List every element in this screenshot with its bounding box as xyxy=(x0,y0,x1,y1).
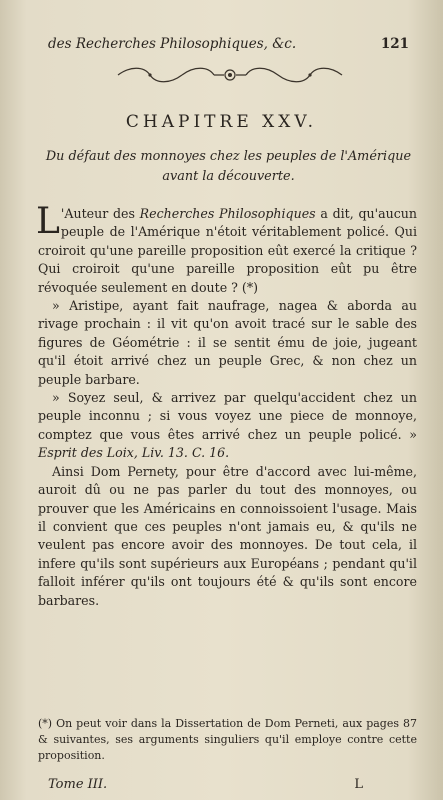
paragraph-4: Ainsi Dom Pernety, pour être d'accord avec lui-même, auroit dû ou ne pas parler du tout des monnoyes, ou prouver que les Américains en connoissoient l'usage. Mais il convient que ces peuples n'ont jamais eu, & qu'ils ne veulent pas encore avoir des monnoyes. De tout cela, il infere qu'ils sont supérieurs aux Européans ; pendant qu'il falloit inférer qu'ils ont toujours été & qu'ils sont encore barbares. xyxy=(38,463,417,608)
chapter-subtitle: Du défaut des monnoyes chez les peuples de l'Amérique avant la découverte. xyxy=(45,149,412,184)
decorative-ornament xyxy=(110,64,350,86)
body-text xyxy=(36,201,418,610)
drop-cap: L xyxy=(36,201,60,242)
running-head-title: des Recherches Philosophiques, &c. xyxy=(48,36,297,52)
footnote: (*) On peut voir dans la Dissertation de Dom Perneti, aux pages 87 & suivantes, ses arguments singuliers qu'il employe contre cette proposition. xyxy=(38,717,417,762)
volume-label: Tome III. xyxy=(48,777,108,792)
paragraph-1: L 'Auteur des Recherches Philosophiques a dit, qu'aucun peuple de l'Amérique n'étoit véritablement policé. Qui croiroit qu'une pareille proposition eût exercé la critique ? Qui croiroit qu'une pareille proposition eût pu être révoquée seulement en doute ? (*) xyxy=(36,201,418,295)
chapter-heading: CHAPITRE XXV. xyxy=(125,112,318,132)
paragraph-2-quote: » Aristipe, ayant fait naufrage, nagea & aborda au rivage prochain : il vit qu'on avoit tracé sur le sable des figures de Géométrie : il se sentit ému de joie, jugeant qu'il étoit arrivé chez un peuple Grec, & non chez un peuple barbare. xyxy=(38,298,417,387)
signature-mark: L xyxy=(354,777,363,792)
page-number: 121 xyxy=(380,36,409,52)
paragraph-3-quote: » Soyez seul, & arrivez par quelqu'accident chez un peuple inconnu ; si vous voyez une piece de monnoye, comptez que vous êtes arrivé chez un peuple policé. » Esprit des Loix, Liv. 13. C. 16. xyxy=(38,390,417,461)
page-footer xyxy=(48,777,363,792)
running-head xyxy=(48,36,409,56)
ornament-icon xyxy=(110,64,350,86)
